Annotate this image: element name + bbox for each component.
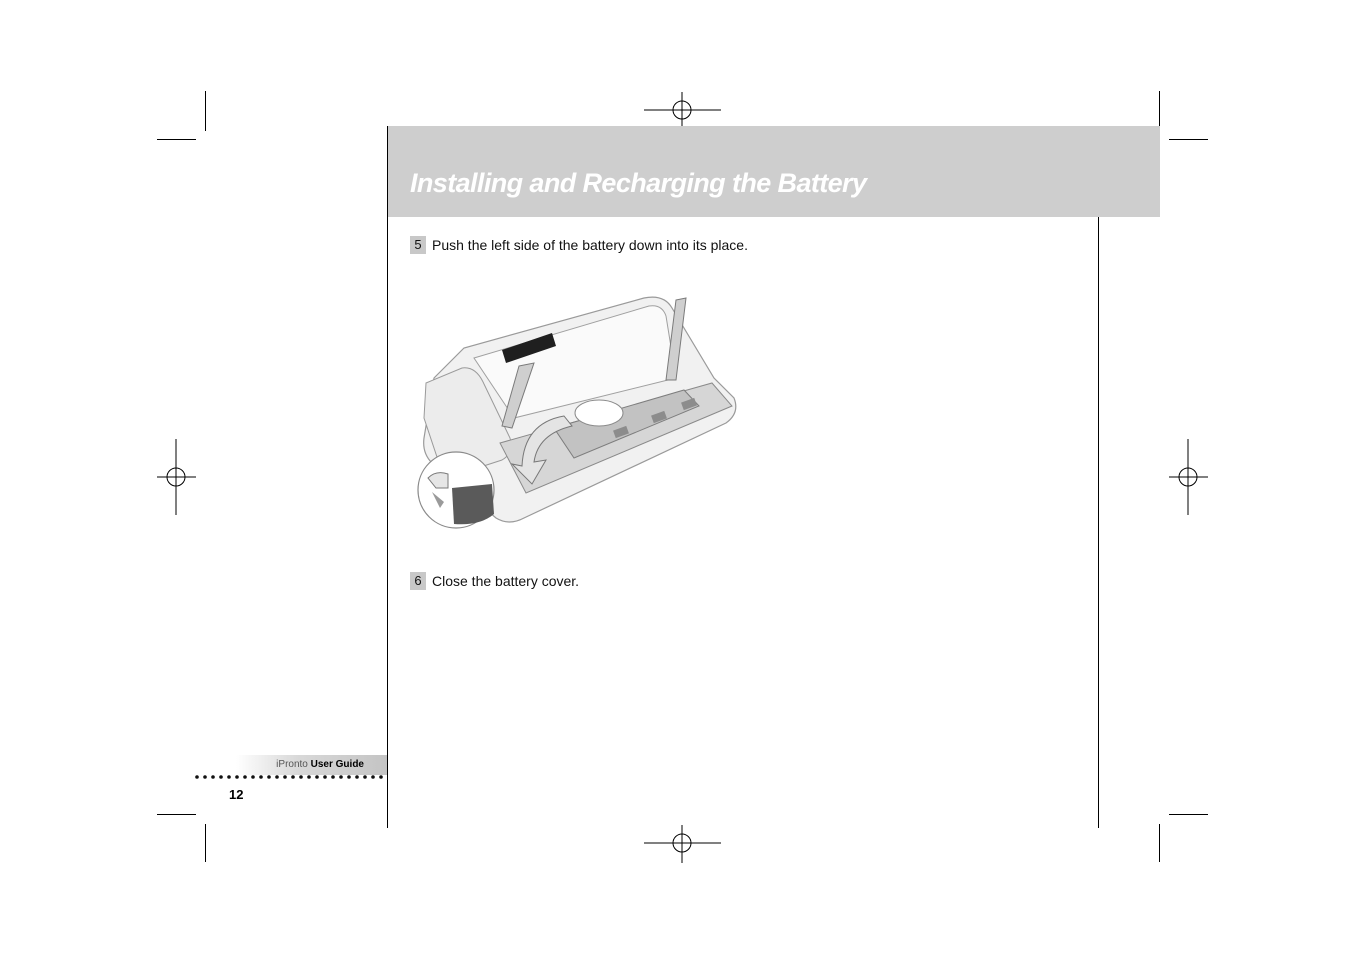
footer-guide-label: User Guide [310, 759, 364, 770]
battery-compartment-illustration [414, 288, 744, 533]
crop-mark [157, 814, 196, 815]
registration-mark-right [1168, 438, 1210, 516]
footer-brand: iPronto [276, 759, 308, 770]
crop-mark [157, 139, 196, 140]
step-instruction: Close the battery cover. [432, 572, 580, 589]
page-number: 12 [229, 787, 244, 802]
registration-mark-top [643, 91, 723, 131]
crop-mark [205, 91, 206, 131]
step-instruction: Push the left side of the battery down into its place. [432, 236, 748, 253]
crop-mark [1169, 139, 1208, 140]
step-5 [410, 235, 748, 254]
crop-mark [1159, 824, 1160, 862]
crop-mark [1169, 814, 1208, 815]
footer-dotted-rule [194, 774, 388, 780]
crop-mark [1159, 91, 1160, 131]
left-column-rule [387, 126, 388, 828]
step-number-badge: 5 [410, 236, 426, 254]
registration-mark-left [156, 438, 198, 516]
right-column-rule [1098, 217, 1099, 828]
step-number-badge: 6 [410, 572, 426, 590]
page-title: Installing and Recharging the Battery [410, 168, 867, 198]
footer-guide-title [236, 759, 364, 770]
registration-mark-bottom [643, 824, 723, 864]
step-6 [410, 571, 579, 590]
crop-mark [205, 824, 206, 862]
